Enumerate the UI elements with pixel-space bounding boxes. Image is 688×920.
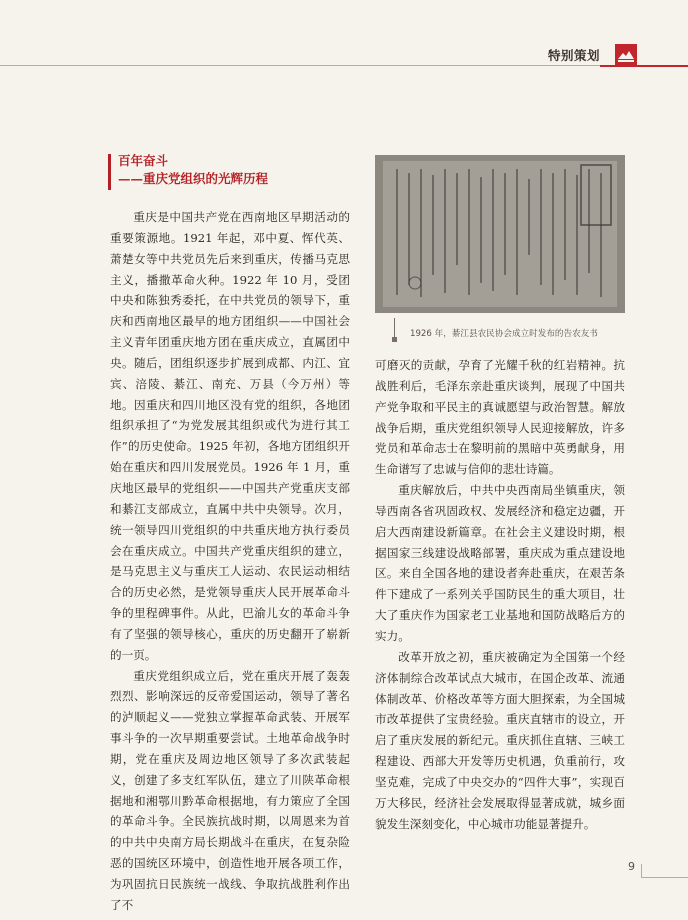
magazine-logo-icon (615, 44, 637, 66)
right-column (375, 355, 625, 834)
photo-caption: 1926 年，綦江县农民协会成立时发布的告农友书 (410, 329, 598, 339)
paragraph: 可磨灭的贡献，孕育了光耀千秋的红岩精神。抗战胜利后，毛泽东亲赴重庆谈判，展现了中国共产党争取和平民主的真诚愿望与政治智慧。解放战争后期，重庆党组织领导人民迎接解放，许多党员和革命志士在黎明前的黑暗中英勇献身，用生命谱写了忠诚与信仰的悲壮诗篇。 (375, 358, 625, 477)
section-label: 特别策划 (548, 48, 601, 63)
historical-document-photo (375, 155, 625, 313)
header-accent-rule (600, 65, 688, 67)
paragraph: 改革开放之初，重庆被确定为全国第一个经济体制综合改革试点大城市，在国企改革、流通体制改革、价格改革等方面大胆探索，为全国城市改革提供了宝贵经验。重庆直辖市的设立，开启了重庆发展的新纪元。重庆抓住直辖、三峡工程建设、西部大开发等历史机遇，负重前行，攻坚克难，完成了中央交办的“四件大事”，实现百万大移民，经济社会发展取得显著成就，城乡面貌发生深刻变化，中心城市功能显著提升。 (375, 649, 625, 831)
page-number-tick (642, 877, 688, 878)
article-title (118, 152, 268, 188)
page-number: 9 (628, 860, 635, 873)
paragraph: 重庆是中国共产党在西南地区早期活动的重要策源地。1921 年起，邓中夏、恽代英、萧楚女等中共党员先后来到重庆，传播马克思主义，播撒革命火种。1922 年 10 月，受团中央和陈独秀委托，在中共党员的领导下，重庆和西南地区最早的地方团组织——中国社会主义青年团重庆地方团在重庆成立，直属团中央。随后，团组织逐步扩展到成都、内江、宜宾、涪陵、綦江、南充、万县（今万州）等地。因重庆和四川地区没有党的组织，各地团组织承担了“为党发展其组织或代为进行其工作”的历史使命。1925 年初，各地方团组织开始在重庆和四川发展党员。1926 年 1 月，重庆地区最早的党组织——中国共产党重庆支部和綦江支部成立，直属中共中央领导。次月，统一领导四川党组织的中共重庆地方执行委员会在重庆成立。中国共产党重庆组织的建立，是马克思主义与重庆工人运动、农民运动相结合的历史必然，是党领导重庆人民开展革命斗争的里程碑事件。从此，巴渝儿女的革命斗争有了坚强的领导核心，重庆的历史翻开了崭新的一页。 (110, 210, 350, 662)
title-main: 百年奋斗 (118, 153, 169, 168)
header-rule (0, 65, 600, 66)
title-accent-bar (108, 154, 111, 190)
title-subtitle: ——重庆党组织的光辉历程 (118, 171, 269, 186)
paragraph: 重庆解放后，中共中央西南局坐镇重庆，领导西南各省巩固政权、发展经济和稳定边疆，开启大西南建设新篇章。在社会主义建设时期，根据国家三线建设战略部署，重庆成为重点建设地区。来自全国各地的建设者奔赴重庆，在艰苦条件下建成了一系列关乎国防民生的重大项目，壮大了重庆作为国家老工业基地和国防战略后方的实力。 (375, 483, 625, 643)
left-column (110, 207, 350, 916)
paragraph: 重庆党组织成立后，党在重庆开展了轰轰烈烈、影响深远的反帝爱国运动，领导了著名的泸顺起义——党独立掌握革命武装、开展军事斗争的一次早期重要尝试。土地革命战争时期，党在重庆及周边地区领导了多次武装起义，创建了多支红军队伍，建立了川陕革命根据地和湘鄂川黔革命根据地，有力策应了全国的革命斗争。全民族抗战时期，以周恩来为首的中共中央南方局长期战斗在重庆，在复杂险恶的国统区环境中，创造性地开展各项工作，为巩固抗日民族统一战线、争取抗战胜利作出了不 (110, 668, 350, 912)
page-number-rule (641, 864, 642, 878)
caption-marker-dot (392, 337, 397, 342)
